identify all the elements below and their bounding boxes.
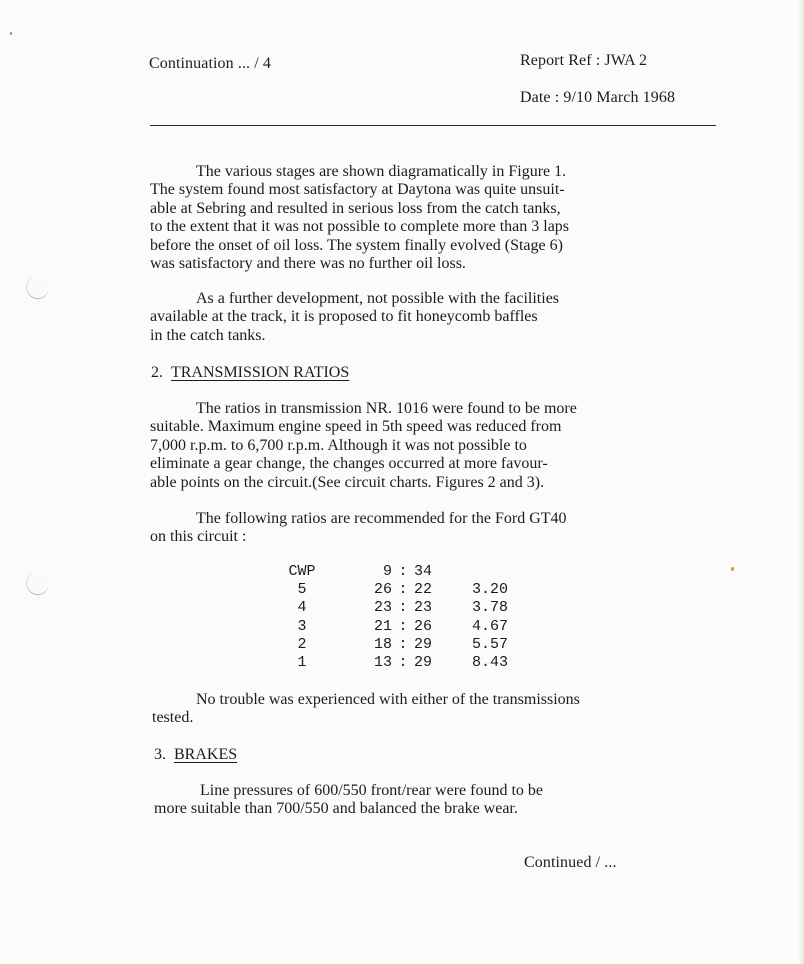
section-heading-brakes — [154, 746, 237, 764]
text-line: in the catch tanks. — [150, 326, 266, 344]
ratio-value: 3.78 — [471, 599, 508, 617]
paragraph-no-trouble — [150, 691, 690, 728]
ratio-separator: : — [398, 581, 408, 599]
punch-hole-bottom — [26, 572, 49, 595]
scan-speck — [10, 32, 12, 35]
gear-label: 2 — [297, 635, 307, 653]
teeth-a: 23 — [373, 599, 392, 617]
table-row — [266, 581, 508, 599]
text-line: was satisfactory and there was no further oil loss. — [150, 255, 466, 273]
ratio-separator: : — [398, 654, 408, 672]
text-line: before the onset of oil loss. The system finally evolved (Stage 6) — [150, 236, 563, 254]
ratio-value — [448, 563, 508, 581]
section-number: 2. — [151, 364, 163, 381]
text-line: 7,000 r.p.m. to 6,700 r.p.m. Although it was not possible to — [150, 436, 527, 454]
teeth-b: 29 — [414, 635, 433, 653]
gear-label: 3 — [297, 617, 307, 635]
table-row — [266, 654, 508, 672]
section-title: BRAKES — [174, 746, 238, 763]
ratio-separator: : — [398, 599, 408, 617]
gear-label: 4 — [297, 599, 307, 617]
teeth-b: 22 — [414, 581, 433, 599]
gear-label: 5 — [297, 581, 307, 599]
table-row — [266, 563, 508, 581]
ratio-value: 8.43 — [471, 654, 508, 672]
teeth-b: 23 — [414, 599, 433, 617]
teeth-b: 29 — [414, 654, 433, 672]
section-number: 3. — [154, 746, 166, 763]
gear-label: 1 — [297, 654, 307, 672]
ratio-value: 3.20 — [471, 581, 508, 599]
text-line: The ratios in transmission NR. 1016 were found to be more — [196, 400, 577, 417]
page-edge — [798, 0, 804, 964]
text-line: more suitable than 700/550 and balanced the brake wear. — [154, 800, 518, 818]
report-date: Date : 9/10 March 1968 — [520, 89, 676, 106]
ratio-value: 5.57 — [471, 635, 508, 653]
gear-label: CWP — [288, 563, 316, 580]
text-line: Line pressures of 600/550 front/rear were found to be — [200, 782, 543, 799]
ratio-separator: : — [398, 563, 408, 580]
text-line: The system found most satisfactory at Daytona was quite unsuit- — [150, 181, 565, 199]
table-row — [266, 618, 508, 636]
ratio-separator: : — [398, 635, 408, 653]
paragraph-ratios-intro — [150, 510, 690, 547]
table-row — [266, 636, 508, 654]
text-line: The following ratios are recommended for the Ford GT40 — [196, 510, 567, 527]
paragraph-transmission — [150, 400, 690, 492]
teeth-b: 26 — [414, 617, 433, 635]
continuation-label: Continuation ... / 4 — [149, 55, 271, 72]
paragraph-brakes — [154, 782, 694, 819]
section-heading-transmission — [151, 364, 349, 382]
text-line: able points on the circuit.(See circuit charts. Figures 2 and 3). — [150, 473, 545, 491]
text-line: tested. — [152, 709, 194, 727]
teeth-a: 26 — [373, 581, 392, 599]
text-line: No trouble was experienced with either of the transmissions — [196, 691, 580, 708]
text-line: to the extent that it was not possible to complete more than 3 laps — [150, 218, 570, 236]
text-line: able at Sebring and resulted in serious loss from the catch tanks, — [150, 199, 561, 217]
ratio-separator: : — [398, 617, 408, 635]
text-line: As a further development, not possible with the facilities — [196, 290, 560, 307]
table-row — [266, 599, 508, 617]
punch-hole-top — [26, 276, 49, 299]
gear-ratios-table — [266, 563, 508, 672]
paragraph-oil-system — [150, 163, 690, 273]
text-line: available at the track, it is proposed to fit honeycomb baffles — [150, 308, 538, 326]
text-line: The various stages are shown diagramatically in Figure 1. — [196, 163, 567, 180]
text-line: suitable. Maximum engine speed in 5th speed was reduced from — [150, 418, 562, 436]
text-line: on this circuit : — [150, 528, 247, 546]
report-ref: Report Ref : JWA 2 — [520, 52, 648, 69]
teeth-a: 9 — [382, 563, 392, 580]
teeth-a: 21 — [373, 617, 392, 635]
continued-label: Continued / ... — [524, 854, 617, 871]
scan-speck — [731, 567, 734, 571]
ratio-value: 4.67 — [471, 617, 508, 635]
paragraph-baffles — [150, 290, 690, 345]
header-divider — [150, 125, 716, 126]
text-line: eliminate a gear change, the changes occurred at more favour- — [150, 455, 548, 473]
teeth-a: 13 — [373, 654, 392, 672]
teeth-a: 18 — [373, 635, 392, 653]
teeth-b: 34 — [414, 563, 433, 580]
section-title: TRANSMISSION RATIOS — [171, 364, 350, 381]
